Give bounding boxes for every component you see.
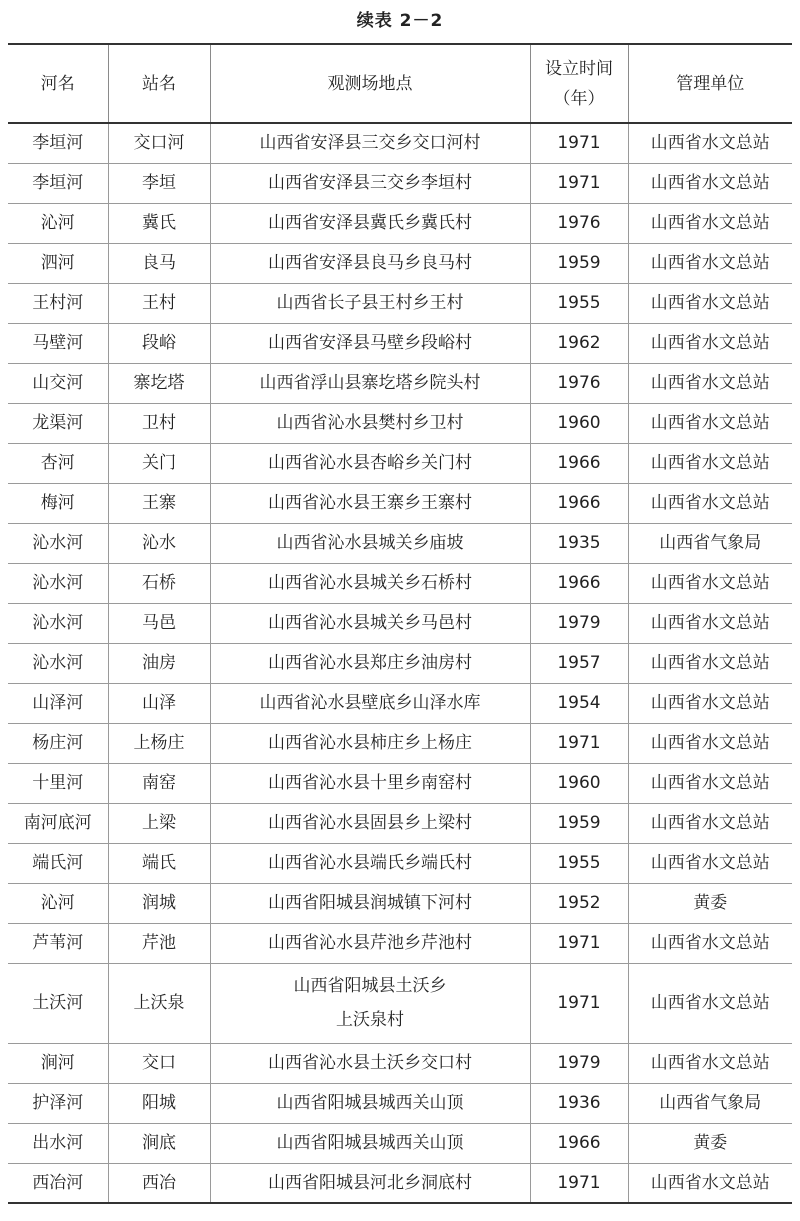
cell-location [210,963,530,1043]
cell-location: 山西省沁水县柿庄乡上杨庄 [210,723,530,763]
cell-agency: 山西省水文总站 [628,643,792,683]
table-caption: 续表 2－2 [356,11,444,31]
cell-river: 马壁河 [8,323,108,363]
cell-agency: 山西省水文总站 [628,723,792,763]
cell-year: 1952 [530,883,628,923]
cell-location: 山西省沁水县杏峪乡关门村 [210,443,530,483]
cell-year: 1971 [530,123,628,163]
cell-station: 油房 [108,643,210,683]
cell-year: 1966 [530,443,628,483]
cell-agency: 山西省水文总站 [628,1163,792,1203]
cell-year: 1954 [530,683,628,723]
table-row [8,843,792,883]
cell-location: 山西省安泽县冀氏乡冀氏村 [210,203,530,243]
cell-river: 土沃河 [8,963,108,1043]
cell-location: 山西省沁水县樊村乡卫村 [210,403,530,443]
cell-river: 王村河 [8,283,108,323]
cell-station: 冀氏 [108,203,210,243]
cell-agency: 山西省气象局 [628,523,792,563]
cell-year: 1962 [530,323,628,363]
cell-year: 1960 [530,403,628,443]
cell-river: 杨庄河 [8,723,108,763]
table-row [8,683,792,723]
cell-location: 山西省沁水县城关乡石桥村 [210,563,530,603]
cell-river: 李垣河 [8,163,108,203]
cell-river: 泗河 [8,243,108,283]
cell-river: 端氏河 [8,843,108,883]
cell-station: 润城 [108,883,210,923]
table-row [8,123,792,163]
table-row [8,443,792,483]
cell-location: 山西省安泽县三交乡交口河村 [210,123,530,163]
cell-agency: 山西省水文总站 [628,283,792,323]
cell-location: 山西省安泽县良马乡良马村 [210,243,530,283]
cell-location: 山西省安泽县马壁乡段峪村 [210,323,530,363]
table-row [8,883,792,923]
cell-station: 上梁 [108,803,210,843]
table-row [8,1083,792,1123]
cell-agency: 山西省水文总站 [628,203,792,243]
table-row [8,403,792,443]
cell-station: 沁水 [108,523,210,563]
header-agency: 管理单位 [628,44,792,123]
table-header [8,44,792,123]
cell-year: 1959 [530,803,628,843]
cell-river: 沁河 [8,883,108,923]
cell-river: 南河底河 [8,803,108,843]
table-row [8,363,792,403]
cell-agency: 山西省水文总站 [628,403,792,443]
table-row [8,323,792,363]
cell-agency: 山西省水文总站 [628,323,792,363]
cell-station: 芹池 [108,923,210,963]
header-established-label: 设立时间 [545,58,613,79]
table-row [8,563,792,603]
station-table [8,43,792,1204]
cell-agency: 山西省水文总站 [628,683,792,723]
cell-station: 良马 [108,243,210,283]
table-row [8,923,792,963]
cell-location: 山西省沁水县王寨乡王寨村 [210,483,530,523]
cell-year: 1971 [530,723,628,763]
cell-station: 寨圪塔 [108,363,210,403]
cell-year: 1976 [530,363,628,403]
cell-year: 1976 [530,203,628,243]
header-established-unit: （年） [553,88,605,109]
cell-agency: 山西省水文总站 [628,963,792,1043]
cell-agency: 山西省水文总站 [628,563,792,603]
cell-year: 1971 [530,163,628,203]
cell-location: 山西省沁水县芹池乡芹池村 [210,923,530,963]
cell-river: 沁水河 [8,523,108,563]
table-row [8,523,792,563]
cell-river: 沁水河 [8,603,108,643]
cell-location: 山西省阳城县城西关山顶 [210,1123,530,1163]
cell-year: 1979 [530,1043,628,1083]
cell-river: 山交河 [8,363,108,403]
cell-location: 山西省阳城县城西关山顶 [210,1083,530,1123]
cell-agency: 山西省水文总站 [628,443,792,483]
cell-agency: 山西省气象局 [628,1083,792,1123]
cell-agency: 山西省水文总站 [628,923,792,963]
cell-location: 山西省沁水县壁底乡山泽水库 [210,683,530,723]
cell-agency: 黄委 [628,1123,792,1163]
table-row [8,243,792,283]
cell-river: 龙渠河 [8,403,108,443]
cell-agency: 山西省水文总站 [628,243,792,283]
cell-year: 1979 [530,603,628,643]
cell-year: 1960 [530,763,628,803]
cell-location: 山西省长子县王村乡王村 [210,283,530,323]
cell-location: 山西省沁水县固县乡上梁村 [210,803,530,843]
header-established [530,44,628,123]
cell-station: 关门 [108,443,210,483]
cell-location: 山西省安泽县三交乡李垣村 [210,163,530,203]
table-row [8,1043,792,1083]
table-row [8,723,792,763]
cell-location: 山西省沁水县端氏乡端氏村 [210,843,530,883]
cell-location: 山西省沁水县土沃乡交口村 [210,1043,530,1083]
cell-location: 山西省浮山县寨圪塔乡院头村 [210,363,530,403]
cell-station: 西冶 [108,1163,210,1203]
cell-agency: 山西省水文总站 [628,803,792,843]
cell-year: 1971 [530,1163,628,1203]
cell-station: 交口 [108,1043,210,1083]
header-location: 观测场地点 [210,44,530,123]
cell-agency: 山西省水文总站 [628,363,792,403]
cell-river: 沁河 [8,203,108,243]
cell-river: 李垣河 [8,123,108,163]
cell-location: 山西省阳城县润城镇下河村 [210,883,530,923]
cell-river: 梅河 [8,483,108,523]
cell-station: 涧底 [108,1123,210,1163]
cell-station: 山泽 [108,683,210,723]
cell-year: 1955 [530,843,628,883]
table-row [8,203,792,243]
cell-river: 西冶河 [8,1163,108,1203]
cell-location: 山西省沁水县郑庄乡油房村 [210,643,530,683]
cell-agency: 山西省水文总站 [628,763,792,803]
cell-location: 山西省沁水县十里乡南窑村 [210,763,530,803]
cell-station: 上杨庄 [108,723,210,763]
table-row [8,963,792,1043]
cell-agency: 山西省水文总站 [628,1043,792,1083]
cell-river: 护泽河 [8,1083,108,1123]
cell-river: 涧河 [8,1043,108,1083]
cell-station: 马邑 [108,603,210,643]
cell-agency: 山西省水文总站 [628,603,792,643]
cell-river: 杏河 [8,443,108,483]
cell-location-line: 山西省阳城县土沃乡 [293,976,447,996]
table-row [8,163,792,203]
cell-location: 山西省沁水县城关乡马邑村 [210,603,530,643]
table-row [8,603,792,643]
cell-year: 1959 [530,243,628,283]
table-row [8,283,792,323]
cell-year: 1936 [530,1083,628,1123]
cell-year: 1966 [530,483,628,523]
cell-agency: 黄委 [628,883,792,923]
cell-station: 李垣 [108,163,210,203]
cell-location: 山西省沁水县城关乡庙坡 [210,523,530,563]
cell-station: 石桥 [108,563,210,603]
table-row [8,763,792,803]
cell-agency: 山西省水文总站 [628,843,792,883]
header-station: 站名 [108,44,210,123]
table-row [8,483,792,523]
cell-year: 1966 [530,1123,628,1163]
cell-station: 王寨 [108,483,210,523]
table-body [8,123,792,1203]
cell-river: 沁水河 [8,643,108,683]
cell-year: 1971 [530,963,628,1043]
cell-agency: 山西省水文总站 [628,483,792,523]
cell-year: 1957 [530,643,628,683]
cell-station: 王村 [108,283,210,323]
cell-river: 出水河 [8,1123,108,1163]
cell-year: 1966 [530,563,628,603]
cell-river: 十里河 [8,763,108,803]
cell-station: 南窑 [108,763,210,803]
cell-river: 芦苇河 [8,923,108,963]
cell-river: 沁水河 [8,563,108,603]
cell-station: 端氏 [108,843,210,883]
table-row [8,643,792,683]
cell-location: 山西省阳城县河北乡洞底村 [210,1163,530,1203]
cell-station: 上沃泉 [108,963,210,1043]
cell-agency: 山西省水文总站 [628,123,792,163]
table-row [8,1163,792,1203]
header-river: 河名 [8,44,108,123]
cell-agency: 山西省水文总站 [628,163,792,203]
cell-year: 1971 [530,923,628,963]
cell-year: 1955 [530,283,628,323]
cell-station: 交口河 [108,123,210,163]
cell-location-line: 上沃泉村 [336,1010,404,1030]
header-row [8,44,792,123]
cell-station: 段峪 [108,323,210,363]
table-row [8,1123,792,1163]
table-row [8,803,792,843]
cell-year: 1935 [530,523,628,563]
cell-station: 卫村 [108,403,210,443]
cell-river: 山泽河 [8,683,108,723]
cell-station: 阳城 [108,1083,210,1123]
